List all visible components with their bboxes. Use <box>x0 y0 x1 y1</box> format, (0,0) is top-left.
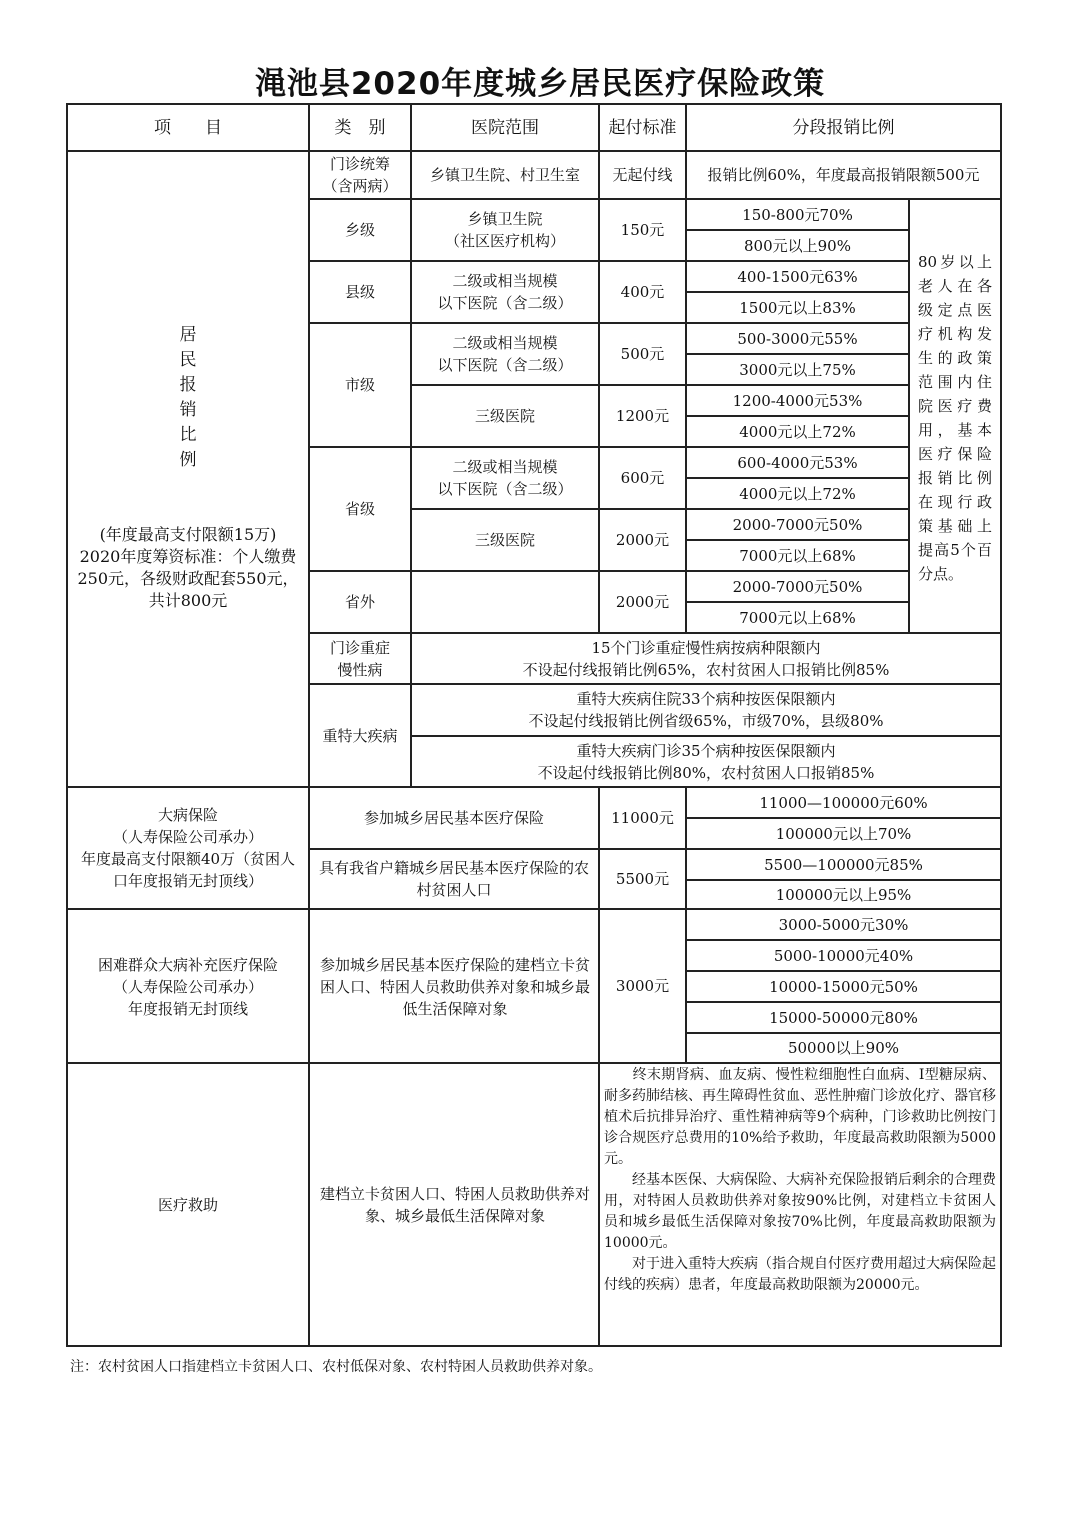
county-category: 县级 <box>344 283 375 301</box>
province-category: 省级 <box>344 500 375 518</box>
header-item: 项 目 <box>154 117 222 138</box>
city-scope-b: 三级医院 <box>474 407 535 425</box>
critical-ratio-1: 11000—100000元60% <box>759 793 928 812</box>
chronic-category: 门诊重症 慢性病 <box>329 638 390 679</box>
township-scope: 乡镇卫生院 （社区医疗机构） <box>444 210 565 250</box>
outside-ratio-1: 2000-7000元50% <box>732 577 863 596</box>
city-scope-a: 二级或相当规模 以下医院（含二级） <box>437 334 573 374</box>
page-title: 渑池县2020年度城乡居民医疗保险政策 <box>254 66 826 102</box>
supplement-ratio-3: 10000-15000元50% <box>769 977 918 996</box>
critical-label: 大病保险 （人寿保险公司承办） 年度最高支付限额40万（贫困人口年度报销无封顶线） <box>80 806 296 890</box>
city-deductible-b: 1200元 <box>615 407 670 425</box>
aid-text: 终末期肾病、血友病、慢性粒细胞性白血病、Ⅰ型糖尿病、耐多药肺结核、再生障碍性贫血、恶性肿瘤门诊放化疗、器官移植术后抗排异治疗、重性精神病等9个病种，门诊救助比例按门诊合规医疗总费用的10%给予救助，年度最高救助限额为5000元。 经基本医保、大病保险、大病补充保险报销后剩余的合理费用，对特困人员救助供养对象按90%比例，对建档立卡贫困人员和城乡最低生活保障对象按70%比例，年度最高救助限额为10000元。 对于进入重特大疾病（指合规自付医疗费用超过大病保险起付线的疾病）患者，年度最高救助限额为20000元。 <box>604 1067 996 1293</box>
major-text-1: 重特大疾病住院33个病种按医保限额内 不设起付线报销比例省级65%，市级70%，县级80% <box>528 690 884 730</box>
township-ratio-2: 800元以上90% <box>744 236 851 255</box>
province-deductible-b: 2000元 <box>615 531 670 549</box>
critical-ratio-3: 5500—100000元85% <box>764 855 923 874</box>
province-ratio-3: 2000-7000元50% <box>732 515 863 534</box>
city-ratio-4: 4000元以上72% <box>739 422 856 441</box>
elderly-note: 80岁以上老人在各级定点医疗机构发生的政策范围内住院医疗费用，基本医疗保险报销比例在现行政策基础上提高5个百分点。 <box>918 252 992 583</box>
outpatient-ratio: 报销比例60%，年度最高报销限额500元 <box>707 166 980 184</box>
header-deductible: 起付标准 <box>608 117 677 138</box>
resident-label: 居 民 报 销 比 例 <box>179 325 197 470</box>
critical-scope-1: 参加城乡居民基本医疗保险 <box>363 809 544 827</box>
outside-ratio-2: 7000元以上68% <box>739 608 856 627</box>
aid-scope: 建档立卡贫困人口、特困人员救助供养对象、城乡最低生活保障对象 <box>319 1184 590 1225</box>
outpatient-scope: 乡镇卫生院、村卫生室 <box>429 166 580 184</box>
city-ratio-2: 3000元以上75% <box>739 360 856 379</box>
footnote: 注：农村贫困人口指建档立卡贫困人口、农村低保对象、农村特困人员救助供养对象。 <box>70 1359 602 1375</box>
supplement-deductible: 3000元 <box>615 977 670 995</box>
critical-deductible-2: 5500元 <box>615 870 670 888</box>
township-category: 乡级 <box>344 221 375 239</box>
header-category: 类 别 <box>334 117 386 138</box>
critical-ratio-2: 100000元以上70% <box>775 824 912 843</box>
province-ratio-1: 600-4000元53% <box>737 453 858 472</box>
major-text-2: 重特大疾病门诊35个病种按医保限额内 不设起付线报销比例80%，农村贫困人口报销85% <box>537 741 875 782</box>
province-deductible-a: 600元 <box>620 469 665 487</box>
county-ratio-1: 400-1500元63% <box>737 267 858 286</box>
outpatient-deductible: 无起付线 <box>612 166 673 184</box>
major-category: 重特大疾病 <box>322 726 398 745</box>
city-deductible-a: 500元 <box>620 345 665 363</box>
province-scope-a: 二级或相当规模 以下医院（含二级） <box>437 458 573 498</box>
outside-deductible: 2000元 <box>615 593 670 611</box>
city-ratio-3: 1200-4000元53% <box>732 391 863 410</box>
supplement-scope: 参加城乡居民基本医疗保险的建档立卡贫困人口、特困人员救助供养对象和城乡最低生活保障对象 <box>319 956 590 1018</box>
aid-label: 医疗救助 <box>157 1195 218 1214</box>
supplement-ratio-1: 3000-5000元30% <box>778 915 909 934</box>
outpatient-category: 门诊统筹 （含两病） <box>322 155 398 195</box>
city-ratio-1: 500-3000元55% <box>737 329 858 348</box>
outside-category: 省外 <box>344 593 375 611</box>
supplement-ratio-4: 15000-50000元80% <box>769 1008 918 1027</box>
county-ratio-2: 1500元以上83% <box>739 298 856 317</box>
resident-note: (年度最高支付限额15万) 2020年度筹资标准：个人缴费250元，各级财政配套550元，共计800元 <box>77 524 299 610</box>
header-ratio: 分段报销比例 <box>792 117 895 138</box>
township-ratio-1: 150-800元70% <box>742 205 853 224</box>
critical-ratio-4: 100000元以上95% <box>775 885 912 904</box>
chronic-text: 15个门诊重症慢性病按病种限额内 不设起付线报销比例65%，农村贫困人口报销比例85% <box>522 638 890 679</box>
province-ratio-2: 4000元以上72% <box>739 484 856 503</box>
supplement-ratio-5: 50000以上90% <box>787 1039 900 1057</box>
supplement-label: 困难群众大病补充医疗保险 （人寿保险公司承办） 年度报销无封顶线 <box>97 956 278 1018</box>
supplement-ratio-2: 5000-10000元40% <box>773 946 914 965</box>
critical-deductible-1: 11000元 <box>611 809 674 827</box>
county-deductible: 400元 <box>620 283 665 301</box>
city-category: 市级 <box>344 376 375 394</box>
header-hospital-scope: 医院范围 <box>471 117 539 138</box>
critical-scope-2: 具有我省户籍城乡居民基本医疗保险的农村贫困人口 <box>318 859 589 899</box>
province-ratio-4: 7000元以上68% <box>739 546 856 565</box>
county-scope: 二级或相当规模 以下医院（含二级） <box>437 272 573 312</box>
province-scope-b: 三级医院 <box>474 531 535 549</box>
township-deductible: 150元 <box>620 221 665 239</box>
